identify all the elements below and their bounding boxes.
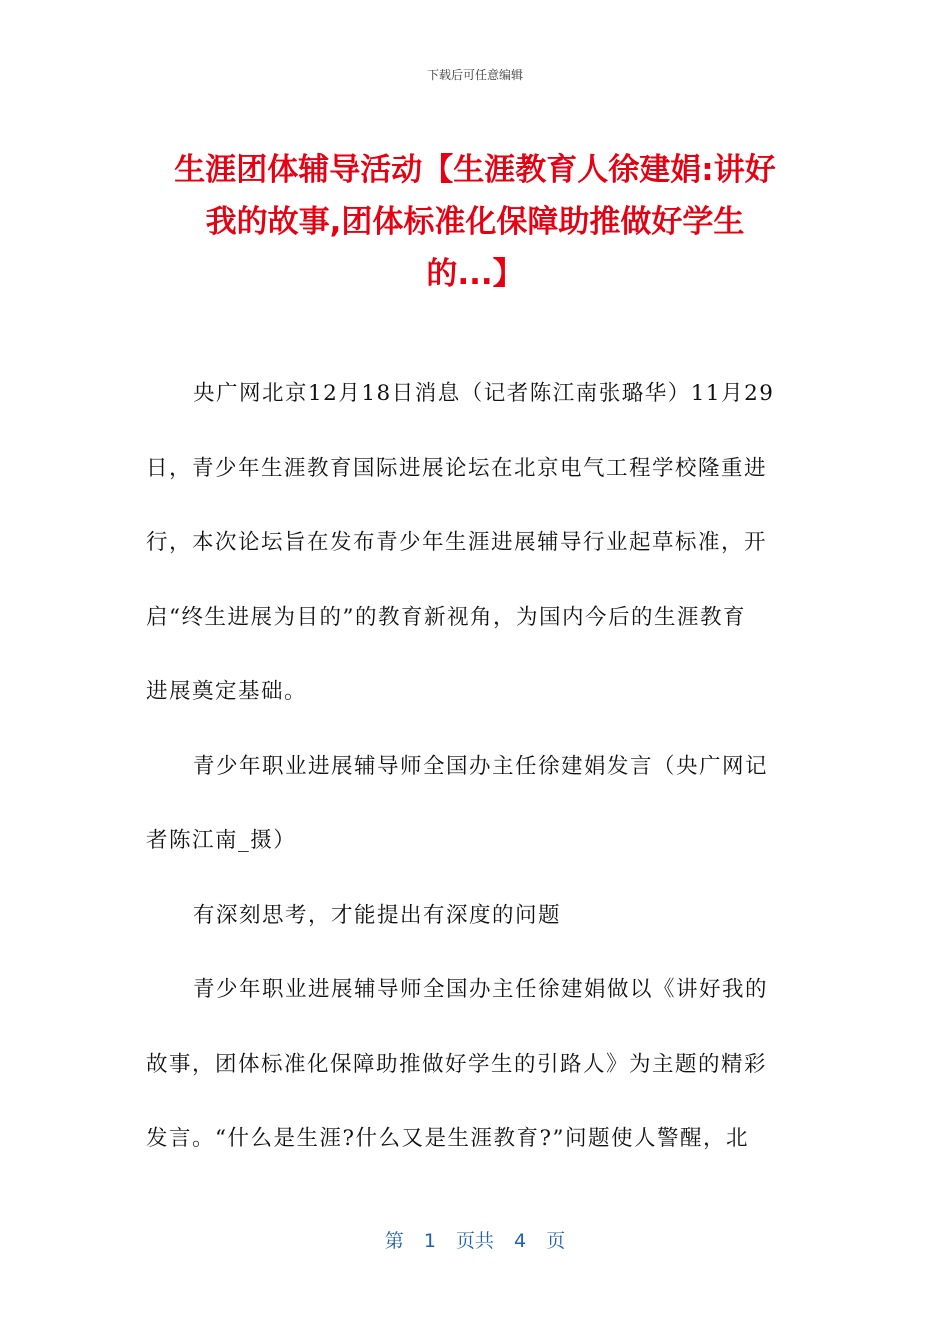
header-note: 下载后可任意编辑	[426, 68, 523, 82]
paragraph-line: 青少年职业进展辅导师全国办主任徐建娟发言（央广网记	[193, 753, 769, 779]
title-line: 生涯团体辅导活动【生涯教育人徐建娟:讲好	[174, 152, 776, 188]
paragraph-line: 行，本次论坛旨在发布青少年生涯进展辅导行业起草标准，开	[146, 530, 768, 555]
footer-middle: 页共	[455, 1230, 494, 1252]
paragraph-line: 有深刻思考，才能提出有深度的问题	[193, 902, 562, 928]
paragraph-line: 央广网北京12月18日消息（记者陈江南张璐华）11月29	[193, 381, 775, 406]
paragraph-line: 青少年职业进展辅导师全国办主任徐建娟做以《讲好我的	[193, 977, 769, 1002]
page-footer	[0, 1226, 950, 1253]
footer-total-pages: 4	[514, 1230, 527, 1252]
paragraph-line: 者陈江南_摄）	[146, 828, 297, 853]
footer-prefix: 第	[384, 1230, 404, 1252]
paragraph-line: 发言。“什么是生涯?什么又是生涯教育?”问题使人警醒，北	[146, 1126, 750, 1151]
document-body	[146, 372, 796, 1192]
paragraph-line: 故事，团体标准化保障助推做好学生的引路人》为主题的精彩	[146, 1051, 768, 1077]
footer-suffix: 页	[546, 1230, 566, 1252]
paragraph-line: 日，青少年生涯教育国际进展论坛在北京电气工程学校隆重进	[146, 455, 768, 481]
paragraph-line: 启“终生进展为目的”的教育新视角，为国内今后的生涯教育	[146, 604, 746, 630]
footer-page-number: 1	[423, 1230, 436, 1252]
title-line: 我的故事,团体标准化保障助推做好学生	[205, 204, 745, 240]
title-line: 的...】	[426, 256, 524, 292]
paragraph-line: 进展奠定基础。	[146, 679, 308, 704]
document-title	[110, 144, 840, 300]
